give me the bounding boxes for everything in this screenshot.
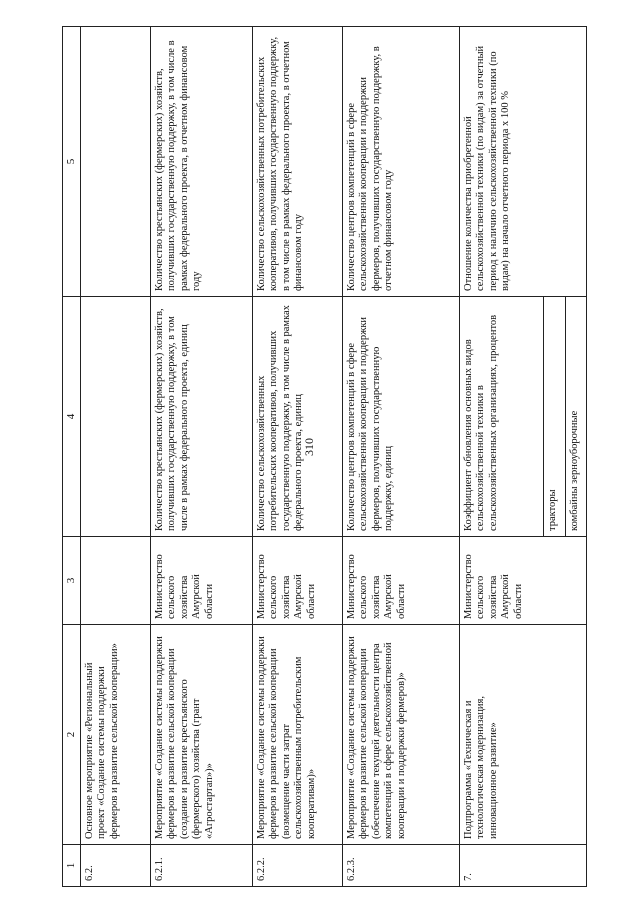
indicator: Коэффициент обновления основных видов сельскохозяйственной техники в сельскохозяйственных организациях, процентов xyxy=(460,297,544,537)
sub-indicator: тракторы xyxy=(544,297,566,537)
header-cell: 2 xyxy=(63,625,81,845)
calculation-method: Количество крестьянских (фермерских) хозяйств, получивших государственную поддержку, в том числе в рамках федерального проекта, в отчетном финансовом году xyxy=(151,27,253,297)
table-row xyxy=(81,27,151,887)
calculation-method: Количество сельскохозяйственных потребительских кооперативов, получивших государственную поддержку, в том числе в рамках федерального проекта, в отчетном финансовом году xyxy=(253,27,343,297)
executor: Министерство сельского хозяйства Амурской области xyxy=(343,537,460,625)
measure-name: Мероприятие «Создание системы поддержки фермеров и развитие сельской кооперации (обеспечение текущей деятельности центра компетенций в сфере сельскохозяйственной кооперации и поддержки фермеров)» xyxy=(343,625,460,845)
header-cell: 1 xyxy=(63,845,81,887)
indicator-table xyxy=(62,26,587,887)
sub-indicator: комбайны зерноуборочные xyxy=(566,297,587,537)
row-number: 6.2.3. xyxy=(343,845,460,887)
measure-name: Подпрограмма «Техническая и технологическая модернизация, инновационное развитие» xyxy=(460,625,587,845)
indicator xyxy=(81,297,151,537)
row-number: 7. xyxy=(460,845,587,887)
measure-name: Мероприятие «Создание системы поддержки фермеров и развитие сельской кооперации (возмещение части затрат сельскохозяйственным потребительским кооперативам)» xyxy=(253,625,343,845)
indicator: Количество центров компетенций в сфере сельскохозяйственной кооперации и поддержки фермеров, получивших государственную поддержку, единиц xyxy=(343,297,460,537)
indicator: Количество крестьянских (фермерских) хозяйств, получивших государственную поддержку, в том числе в рамках федерального проекта, единиц xyxy=(151,297,253,537)
calculation-method: Количество центров компетенций в сфере сельскохозяйственной кооперации и поддержки фермеров, получивших государственную поддержку, в отчетном финансовом году xyxy=(343,27,460,297)
table-row xyxy=(253,27,343,887)
executor: Министерство сельского хозяйства Амурской области xyxy=(460,537,587,625)
calculation-method: Отношение количества приобретенной сельскохозяйственной техники (по видам) за отчетный период к наличию сельскохозяйственной техники (по видам) на начало отчетного периода х 100 % xyxy=(460,27,587,297)
table-row xyxy=(151,27,253,887)
indicator: Количество сельскохозяйственных потребительских кооперативов, получивших государственную поддержку, в том числе в рамках федерального проекта, единиц xyxy=(253,297,343,537)
measure-name: Мероприятие «Создание системы поддержки фермеров и развитие сельской кооперации (создание и развитие крестьянского (фермерского) хозяйства (грант «Агростартап»)» xyxy=(151,625,253,845)
table-row xyxy=(343,27,460,887)
executor: Министерство сельского хозяйства Амурской области xyxy=(253,537,343,625)
row-number: 6.2.2. xyxy=(253,845,343,887)
page-number: 310 xyxy=(302,438,316,456)
measure-name: Основное мероприятие «Региональный проект «Создание системы поддержки фермеров и развитие сельской кооперации» xyxy=(81,625,151,845)
executor xyxy=(81,537,151,625)
table-row xyxy=(460,27,544,887)
rotated-page xyxy=(62,27,586,887)
header-cell: 3 xyxy=(63,537,81,625)
calculation-method xyxy=(81,27,151,297)
row-number: 6.2. xyxy=(81,845,151,887)
header-row xyxy=(63,27,81,887)
executor: Министерство сельского хозяйства Амурской области xyxy=(151,537,253,625)
header-cell: 4 xyxy=(63,297,81,537)
row-number: 6.2.1. xyxy=(151,845,253,887)
header-cell: 5 xyxy=(63,27,81,297)
